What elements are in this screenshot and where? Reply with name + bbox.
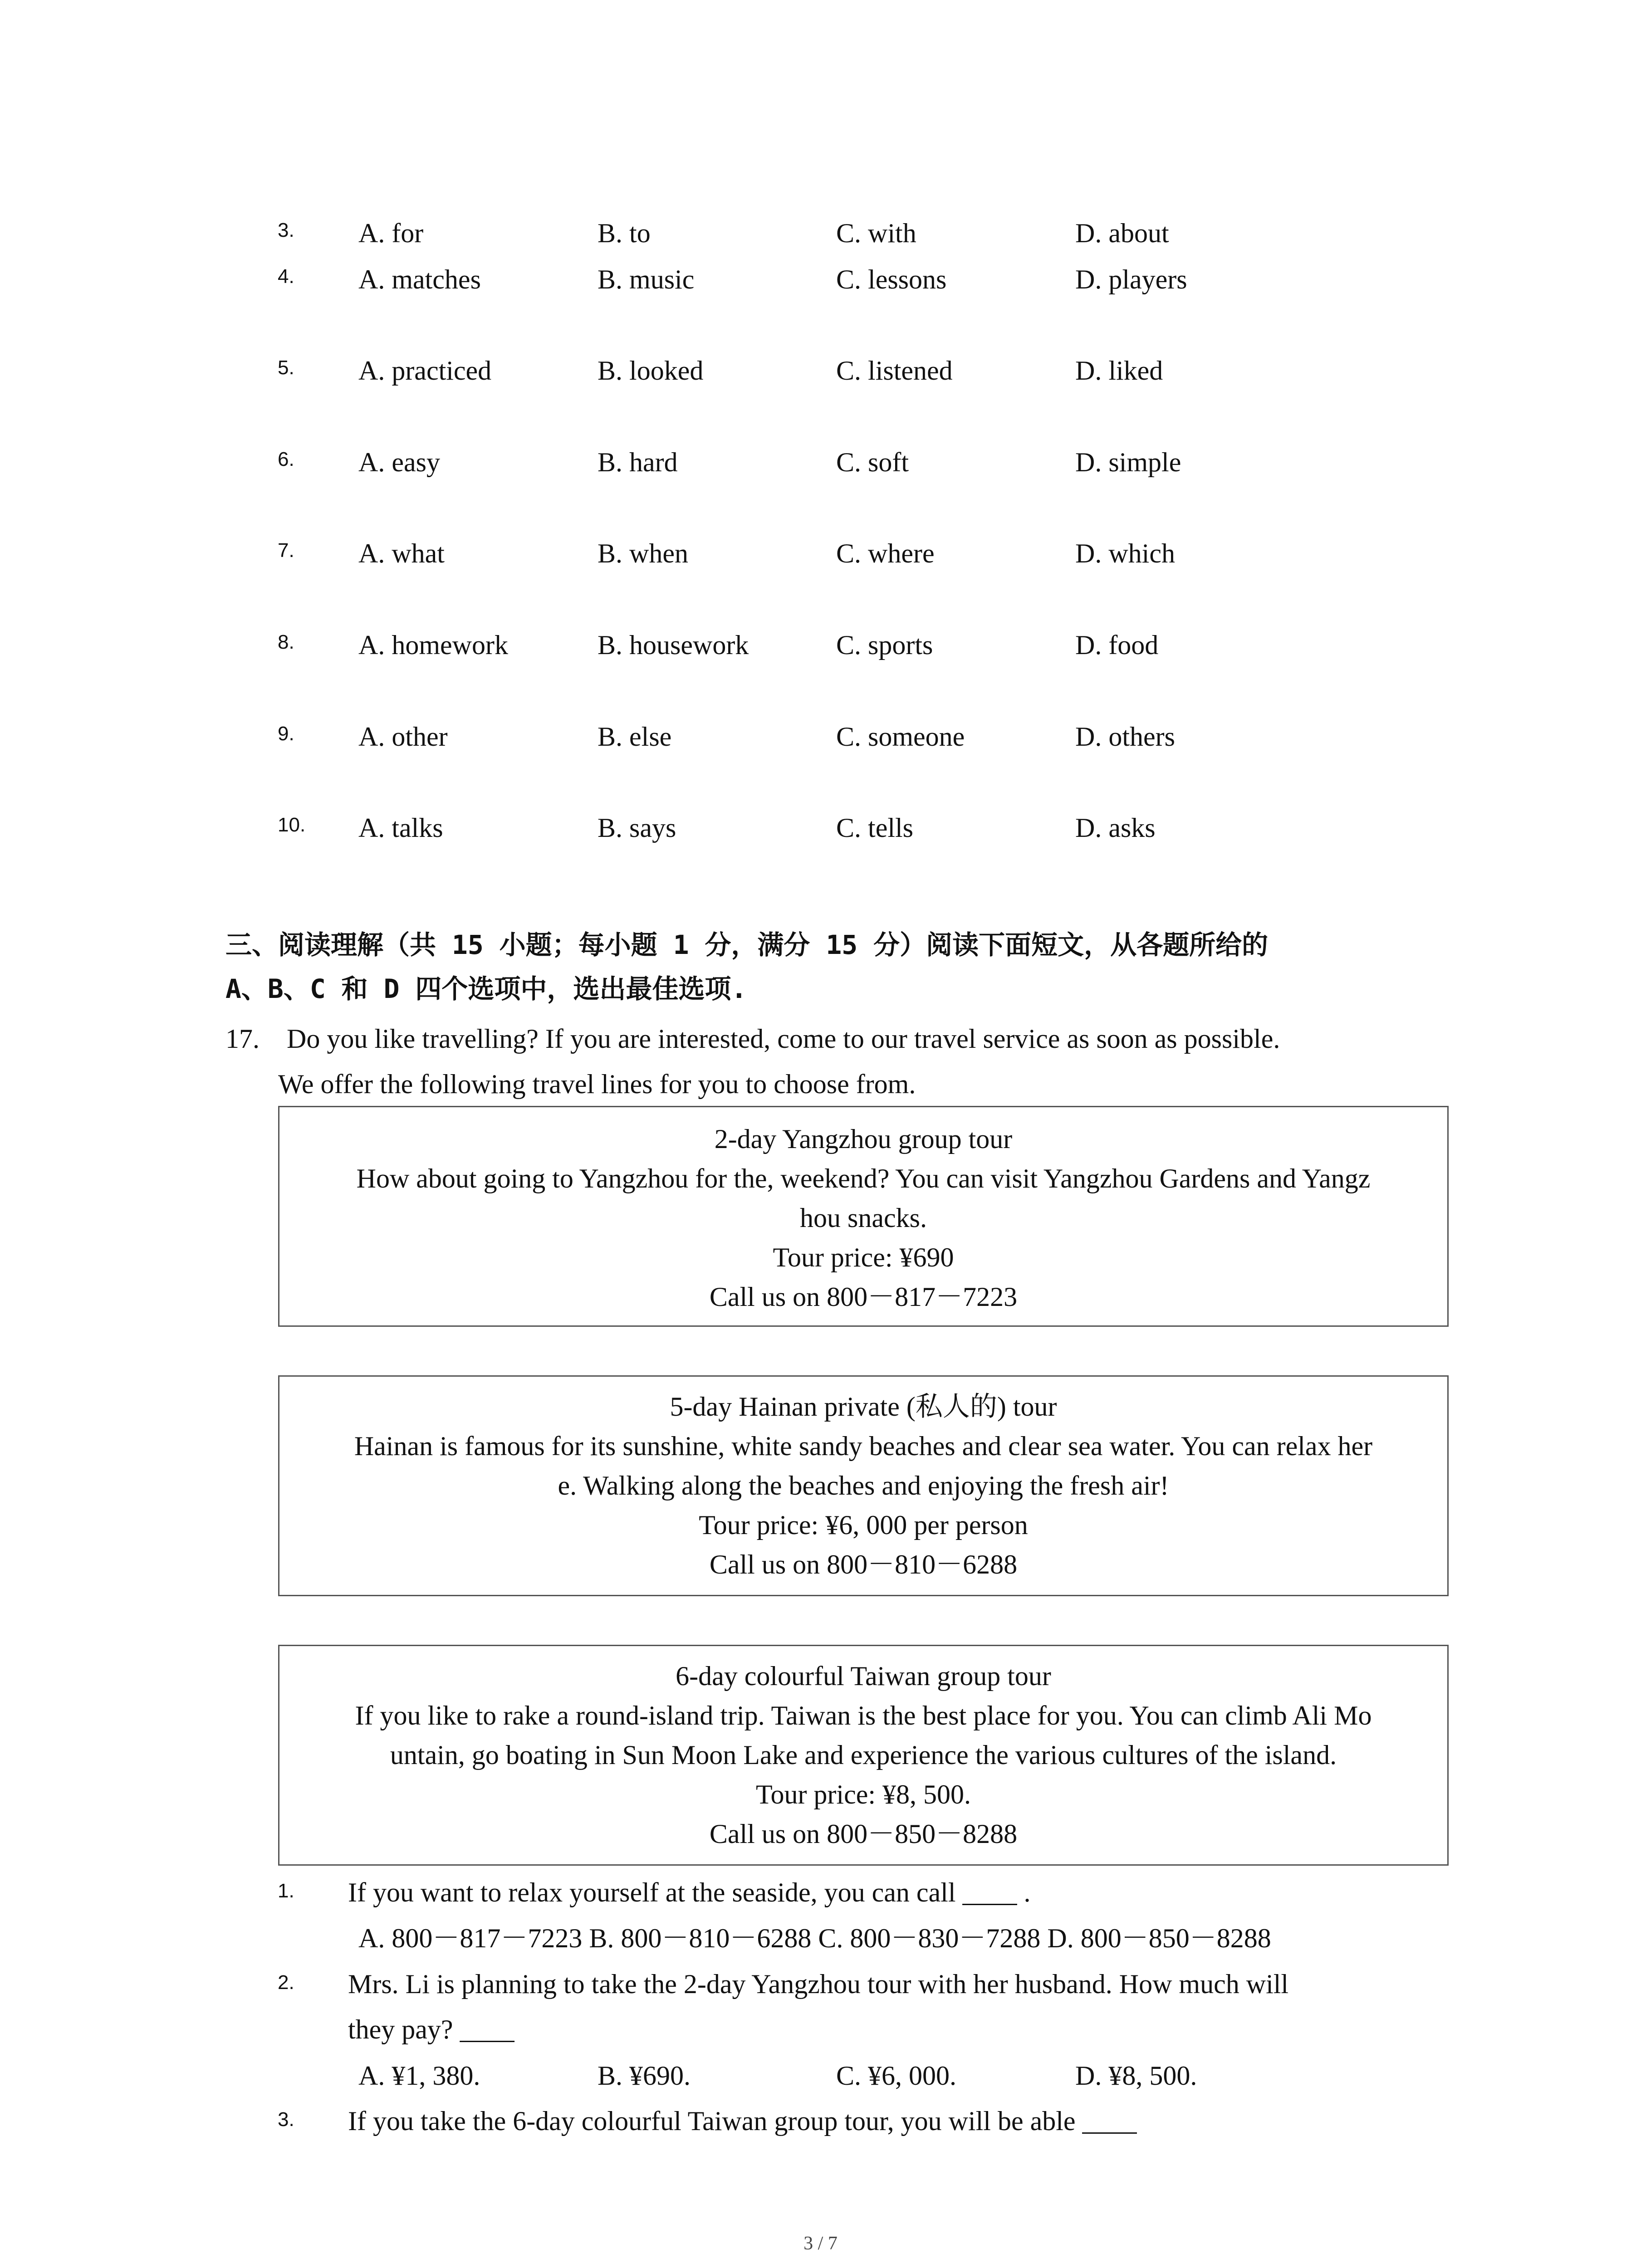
tour-description-continued: e. Walking along the beaches and enjoying the fresh air! (558, 1471, 1169, 1501)
tour-phone: Call us on 800－850－8288 (709, 1819, 1018, 1849)
question-number: 7. (278, 539, 294, 562)
option-c: C. listened (836, 356, 953, 386)
option-b: B. music (598, 264, 695, 294)
tour-box-taiwan (278, 1645, 1449, 1866)
option-a: A. other (358, 722, 448, 752)
question-number: 10. (278, 814, 306, 836)
question-number: 4. (278, 265, 294, 288)
option-a: A. practiced (358, 356, 492, 386)
option-b: B. says (598, 813, 676, 843)
option-a: A. matches (358, 264, 481, 294)
option-d: D. about (1075, 218, 1169, 248)
tour-phone: Call us on 800－810－6288 (709, 1549, 1018, 1579)
option-c: C. ¥6, 000. (836, 2061, 957, 2091)
tour-description: If you like to rake a round-island trip. Taiwan is the best place for you. You can climb Ali Mo (355, 1701, 1372, 1730)
option-d: D. players (1075, 264, 1187, 294)
option-c: C. soft (836, 447, 909, 477)
option-b: B. to (598, 218, 651, 248)
tour-title: 5-day Hainan private (私人的) tour (670, 1392, 1057, 1422)
question-text: Mrs. Li is planning to take the 2-day Yangzhou tour with her husband. How much will (348, 1969, 1289, 1999)
option-c: C. with (836, 218, 916, 248)
question-number: 8. (278, 631, 294, 653)
option-c: C. where (836, 538, 935, 568)
question-number: 5. (278, 357, 294, 379)
section-heading: 三、阅读理解（共 15 小题；每小题 1 分，满分 15 分）阅读下面短文，从各题所给的 (225, 929, 1269, 960)
tour-title: 2-day Yangzhou group tour (714, 1124, 1013, 1154)
tour-price: Tour price: ¥8, 500. (755, 1779, 971, 1809)
tour-box-hainan (278, 1375, 1449, 1596)
section-heading-continued: A、B、C 和 D 四个选项中，选出最佳选项. (225, 973, 747, 1004)
option-a: A. ¥1, 380. (358, 2061, 480, 2091)
tour-title: 6-day colourful Taiwan group tour (676, 1661, 1051, 1691)
tour-description: How about going to Yangzhou for the, weekend? You can visit Yangzhou Gardens and Yangz (356, 1163, 1371, 1193)
option-a: A. easy (358, 447, 440, 477)
option-c: C. sports (836, 630, 933, 660)
option-d: D. asks (1075, 813, 1156, 843)
option-b: B. else (598, 722, 672, 752)
passage-intro: Do you like travelling? If you are interested, come to our travel service as soon as possible. (287, 1024, 1280, 1054)
question-number: 1. (278, 1880, 294, 1902)
option-c: C. lessons (836, 264, 947, 294)
tour-price: Tour price: ¥690 (773, 1242, 954, 1272)
question-number: 2. (278, 1971, 294, 1994)
tour-description-continued: untain, go boating in Sun Moon Lake and experience the various cultures of the island. (390, 1740, 1337, 1770)
option-d: D. food (1075, 630, 1159, 660)
option-b: B. when (598, 538, 688, 568)
option-d: D. ¥8, 500. (1075, 2061, 1197, 2091)
question-text: If you take the 6-day colourful Taiwan group tour, you will be able ____ (348, 2106, 1137, 2136)
question-text-continued: they pay? ____ (348, 2014, 514, 2044)
option-c: C. someone (836, 722, 965, 752)
option-d: D. which (1075, 538, 1175, 568)
question-number: 6. (278, 448, 294, 470)
option-b: B. housework (598, 630, 749, 660)
option-b: B. ¥690. (598, 2061, 691, 2091)
page-number: 3 / 7 (803, 2233, 838, 2254)
tour-box-yangzhou (278, 1106, 1449, 1327)
question-number: 3. (278, 2108, 294, 2131)
question-number: 9. (278, 723, 294, 745)
question-options: A. 800－817－7223 B. 800－810－6288 C. 800－830－7288 D. 800－850－8288 (358, 1923, 1271, 1953)
tour-description: Hainan is famous for its sunshine, white sandy beaches and clear sea water. You can relax her (354, 1431, 1373, 1461)
tour-description-continued: hou snacks. (800, 1203, 927, 1233)
passage-intro-continued: We offer the following travel lines for you to choose from. (278, 1069, 916, 1099)
option-a: A. talks (358, 813, 443, 843)
question-number: 3. (278, 219, 294, 241)
option-b: B. hard (598, 447, 678, 477)
option-d: D. simple (1075, 447, 1181, 477)
tour-phone: Call us on 800－817－7223 (709, 1282, 1018, 1312)
tour-price: Tour price: ¥6, 000 per person (699, 1510, 1028, 1540)
option-d: D. liked (1075, 356, 1163, 386)
option-d: D. others (1075, 722, 1175, 752)
option-a: A. homework (358, 630, 508, 660)
option-b: B. looked (598, 356, 704, 386)
option-a: A. what (358, 538, 445, 568)
option-a: A. for (358, 218, 424, 248)
question-text: If you want to relax yourself at the seaside, you can call ____ . (348, 1877, 1031, 1907)
passage-number: 17. (225, 1024, 260, 1054)
option-c: C. tells (836, 813, 914, 843)
